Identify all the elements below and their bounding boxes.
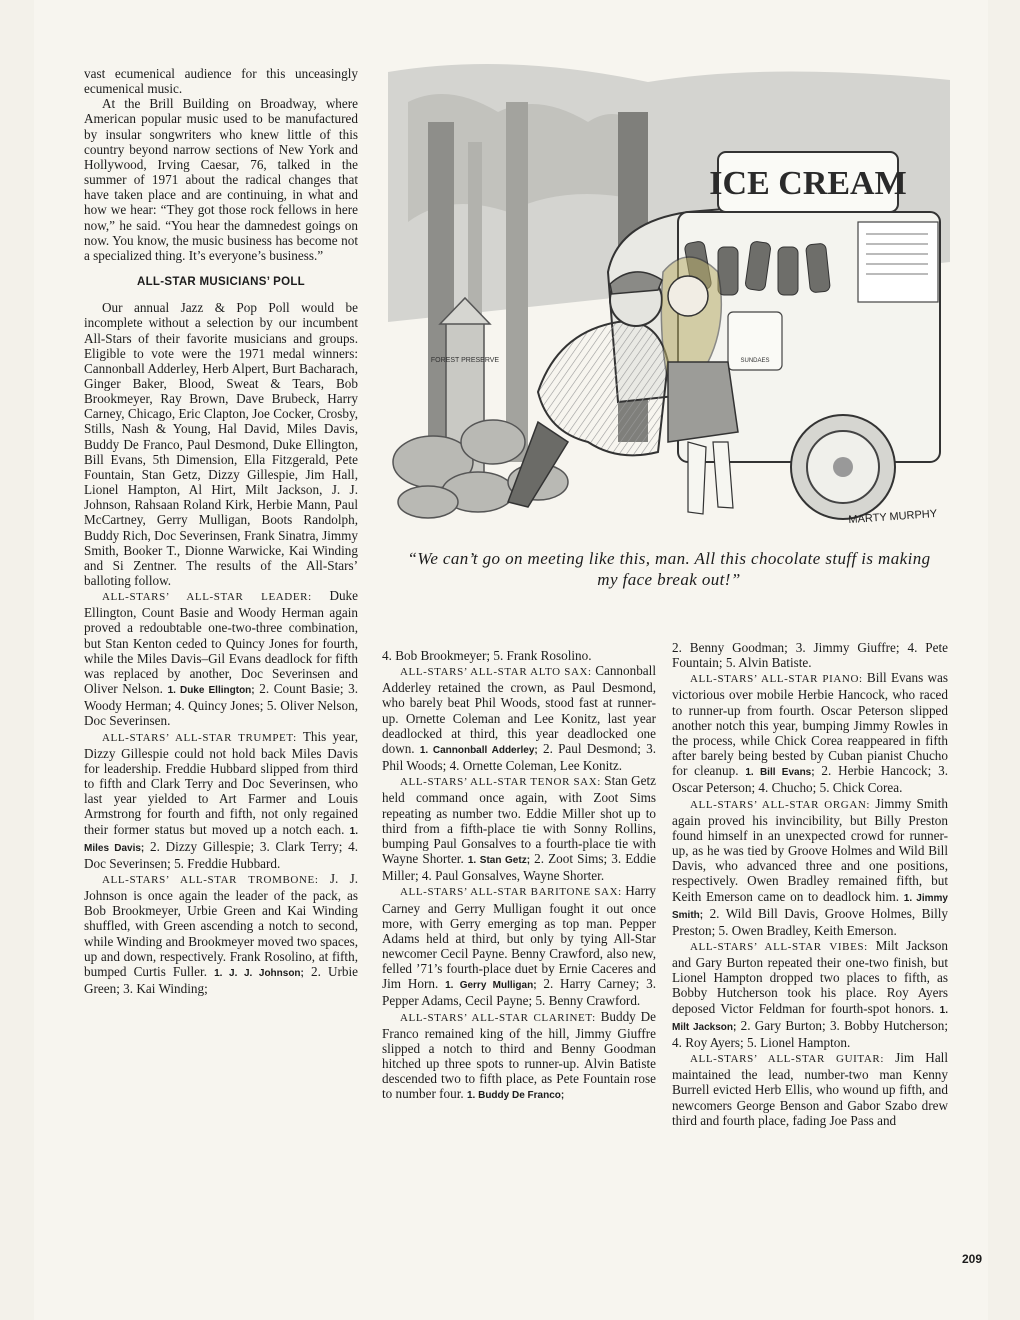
winner: 1. Jimmy Smith; xyxy=(672,892,948,921)
vibes-entry xyxy=(672,938,948,1050)
clarinet-entry xyxy=(382,1009,656,1104)
organ-entry xyxy=(672,796,948,938)
entry-text: Bill Evans was victorious over mobile Herbie Hancock, who raced to runner-up from fourth. Oscar Peterson slipped another notch this year, bumping Jimmy Rowles in the process, while Chick Corea reappeared in fifth after barely being bested by Cuban pianist Chucho for cleanup. xyxy=(672,670,948,779)
cartoon-signature: MARTY MURPHY xyxy=(848,507,938,527)
category-label: ALL-STARS’ ALL-STAR TRUMPET: xyxy=(102,731,297,744)
cartoon-illustration xyxy=(388,62,950,532)
entry-text: Jimmy Smith again proved his invincibility, but Billy Preston found himself in an unexpected crowd for runner-up, as he was tied by Groove Holmes and Wild Bill Davis, who advanced three and one positions, respectively. Owen Bradley remained fifth, but Keith Emerson came on to deadlock him. xyxy=(672,795,949,904)
category-label: ALL-STARS’ ALL-STAR ALTO SAX: xyxy=(400,666,592,679)
category-label: ALL-STARS’ ALL-STAR BARITONE SAX: xyxy=(400,886,622,899)
winner: 1. Bill Evans; xyxy=(745,767,815,779)
section-heading: ALL-STAR MUSICIANS’ POLL xyxy=(137,276,305,289)
truck-sign-text: ICE CREAM xyxy=(709,165,907,202)
winner: 1. Gerry Mulligan; xyxy=(445,980,537,992)
trumpet-entry xyxy=(84,729,358,871)
winner: 1. Stan Getz; xyxy=(467,855,531,867)
paragraph: Our annual Jazz & Pop Poll would be incomplete without a selection by our incumbent All-Stars of their favorite musicians and groups. Eligible to vote were the 1971 medal winners: Cannonball Adderley, Herb Alpert, Burt Bacharach, Ginger Baker, Blood, Sweat & Tears, Bob Brookmeyer, Ray Brown, Dave Brubeck, Harry Carney, Chicago, Eric Clapton, Joe Cocker, Crosby, Stills, Nash & Young, Hal David, Miles Davis, Buddy De Franco, Paul Desmond, Duke Ellington, Bill Evans, 5th Dimension, Ella Fitzgerald, Pete Fountain, Stan Getz, Dizzy Gillespie, Jim Hall, Lionel Hampton, Al Hirt, Milt Jackson, J. J. Johnson, Rahsaan Roland Kirk, Herbie Mann, Paul McCartney, Gerry Mulligan, Boots Randolph, Buddy Rich, Doc Severinsen, Frank Sinatra, Jimmy Smith, Booker T., Dionne Warwicke, Kai Winding and Si Zentner. The results of the All-Stars’ balloting follow. xyxy=(84,300,358,588)
leader-entry xyxy=(84,588,358,728)
paragraph: 4. Bob Brookmeyer; 5. Frank Rosolino. xyxy=(382,648,592,663)
piano-entry xyxy=(672,670,948,795)
category-label: ALL-STARS’ ALL-STAR CLARINET: xyxy=(400,1011,596,1024)
trombone-entry xyxy=(84,871,358,996)
ranking: 2. Count Basie; 3. Woody Herman; 4. Quincy Jones; 5. Oliver Nelson, Doc Severinsen. xyxy=(84,681,359,729)
column-2 xyxy=(382,648,656,1104)
entry-text: Buddy De Franco remained king of the hill, Jimmy Giuffre slipped a notch to third and Benny Goodman hitched up three spots to runner-up. Alvin Batiste descended two to fifth place, as Pete Fountain rose to number four. xyxy=(382,1008,656,1102)
winner: 1. Cannonball Adderley; xyxy=(419,744,538,756)
ranking: 2. Herbie Hancock; 3. Oscar Peterson; 4. Chucho; 5. Chick Corea. xyxy=(672,763,948,796)
category-label: ALL-STARS’ ALL-STAR PIANO: xyxy=(690,673,863,686)
winner: 1. Buddy De Franco; xyxy=(466,1090,565,1102)
guitar-entry xyxy=(672,1050,948,1128)
entry-text: Harry Carney and Gerry Mulligan fought it out once more, with Gerry emerging as top man. Pepper Adams held at third, but only by tying All-Star newcomer Cecil Payne. Benny Crawford, also new, felled ’71’s fourth-place duet by Ernie Caceres and Jim Horn. xyxy=(382,883,656,992)
category-label: ALL-STARS’ ALL-STAR TROMBONE: xyxy=(102,873,319,886)
ranking: 2. Zoot Sims; 3. Eddie Miller; 4. Paul Gonsalves, Wayne Shorter. xyxy=(382,851,657,884)
post-sign-text: FOREST PRESERVE xyxy=(430,357,500,364)
winner: 1. Duke Ellington; xyxy=(167,685,255,697)
baritone-sax-entry xyxy=(382,883,656,1008)
entry-text: J. J. Johnson is once again the leader of the pack, as Bob Brookmeyer, Urbie Green and Kai Winding shuffled, with Green ascending a notch to second, while Winding and Brookmeyer moved two spaces, up and down, respectively. Frank Rosolino, at fifth, bumped Curtis Fuller. xyxy=(84,870,359,979)
entry-text: Duke Ellington, Count Basie and Woody Herman again proved a redoubtable one-two-three combination, but Stan Kenton ceded to Quincy Jones for fourth, while the Miles Davis–Gil Evans deadlock for fifth was replaced by another, Doc Severinsen and Oliver Nelson. xyxy=(84,588,359,697)
entry-text: Milt Jackson and Gary Burton repeated their one-two finish, but Lionel Hampton dropped two places to fifth, as Bobby Hutcherson took his place. Roy Ayers deposed Victor Feldman for fourth-spot honors. xyxy=(672,937,948,1016)
paragraph: 2. Benny Goodman; 3. Jimmy Giuffre; 4. Pete Fountain; 5. Alvin Batiste. xyxy=(672,640,948,671)
tenor-sax-entry xyxy=(382,773,656,883)
page-number: 209 xyxy=(962,1252,983,1266)
column-3 xyxy=(672,640,948,1128)
entry-text: Cannonball Adderley retained the crown, as Paul Desmond, who barely beat Phil Woods, stood fast at runner-up. Ornette Coleman and Lee Konitz, last year deadlocked at third, this year deadlocked one down. xyxy=(382,663,656,756)
entry-text: This year, Dizzy Gillespie could not hold back Miles Davis for leadership. Freddie Hubbard slipped from third to fifth and Clark Terry and Doc Severinsen, who last year yielded to Art Farmer and Louis Armstrong for fourth and fifth, not only regained their former status but moved up a notch each. xyxy=(84,728,359,837)
ranking: 2. Wild Bill Davis, Groove Holmes, Billy Preston; 5. Owen Bradley, Keith Emerson. xyxy=(672,905,948,938)
ranking: 2. Dizzy Gillespie; 3. Clark Terry; 4. Doc Severinsen; 5. Freddie Hubbard. xyxy=(84,838,358,871)
winner: 1. Miles Davis; xyxy=(84,825,359,854)
category-label: ALL-STARS’ ALL-STAR ORGAN: xyxy=(690,798,871,811)
entry-text: Jim Hall maintained the lead, number-two man Kenny Burrell evicted Herb Ellis, who wound up fifth, and newcomers George Benson and Gabor Szabo drew third and fourth place, fading Joe Pass and xyxy=(672,1050,949,1128)
entry-text: Stan Getz held command once again, with Zoot Sims repeating as number two. Eddie Miller shot up to third from a fifth-place tie with Sonny Rollins, bumping Paul Gonsalves to a fourth-place tie with Wayne Shorter. xyxy=(382,773,657,867)
ranking: 2. Gary Burton; 3. Bobby Hutcherson; 4. Roy Ayers; 5. Lionel Hampton. xyxy=(672,1017,948,1050)
alto-sax-entry xyxy=(382,663,656,773)
category-label: ALL-STARS’ ALL-STAR VIBES: xyxy=(690,940,868,953)
ranking: 2. Harry Carney; 3. Pepper Adams, Cecil Payne; 5. Benny Crawford. xyxy=(382,976,657,1009)
winner: 1. J. J. Johnson; xyxy=(214,967,304,979)
sundae-sign-text: SUNDAES xyxy=(740,358,770,364)
cartoon-caption: “We can’t go on meeting like this, man. All this chocolate stuff is making my face break out!” xyxy=(407,549,931,589)
winner: 1. Milt Jackson; xyxy=(672,1004,949,1033)
paragraph: At the Brill Building on Broadway, where American popular music used to be manufactured by insular songwriters who knew little of this country beyond narrow sections of New York and Hollywood, Irving Caesar, 76, talked in the summer of 1971 about the radical changes that have taken place and are continuing, in what and how we hear: “They got those rock fellows in here now,” he said. “You hear the damnedest goings on now. You know, the music business has become not a specialized thing. It’s everyone’s business.” xyxy=(84,96,358,263)
category-label: ALL-STARS’ ALL-STAR GUITAR: xyxy=(690,1053,884,1066)
category-label: ALL-STARS’ ALL-STAR TENOR SAX: xyxy=(400,776,601,789)
paragraph: vast ecumenical audience for this unceasingly ecumenical music. xyxy=(84,66,358,97)
category-label: ALL-STARS’ ALL-STAR LEADER: xyxy=(102,591,312,604)
column-1 xyxy=(84,66,358,996)
ranking: 2. Urbie Green; 3. Kai Winding; xyxy=(84,963,359,997)
ranking: 2. Paul Desmond; 3. Phil Woods; 4. Ornette Coleman, Lee Konitz. xyxy=(382,740,657,774)
